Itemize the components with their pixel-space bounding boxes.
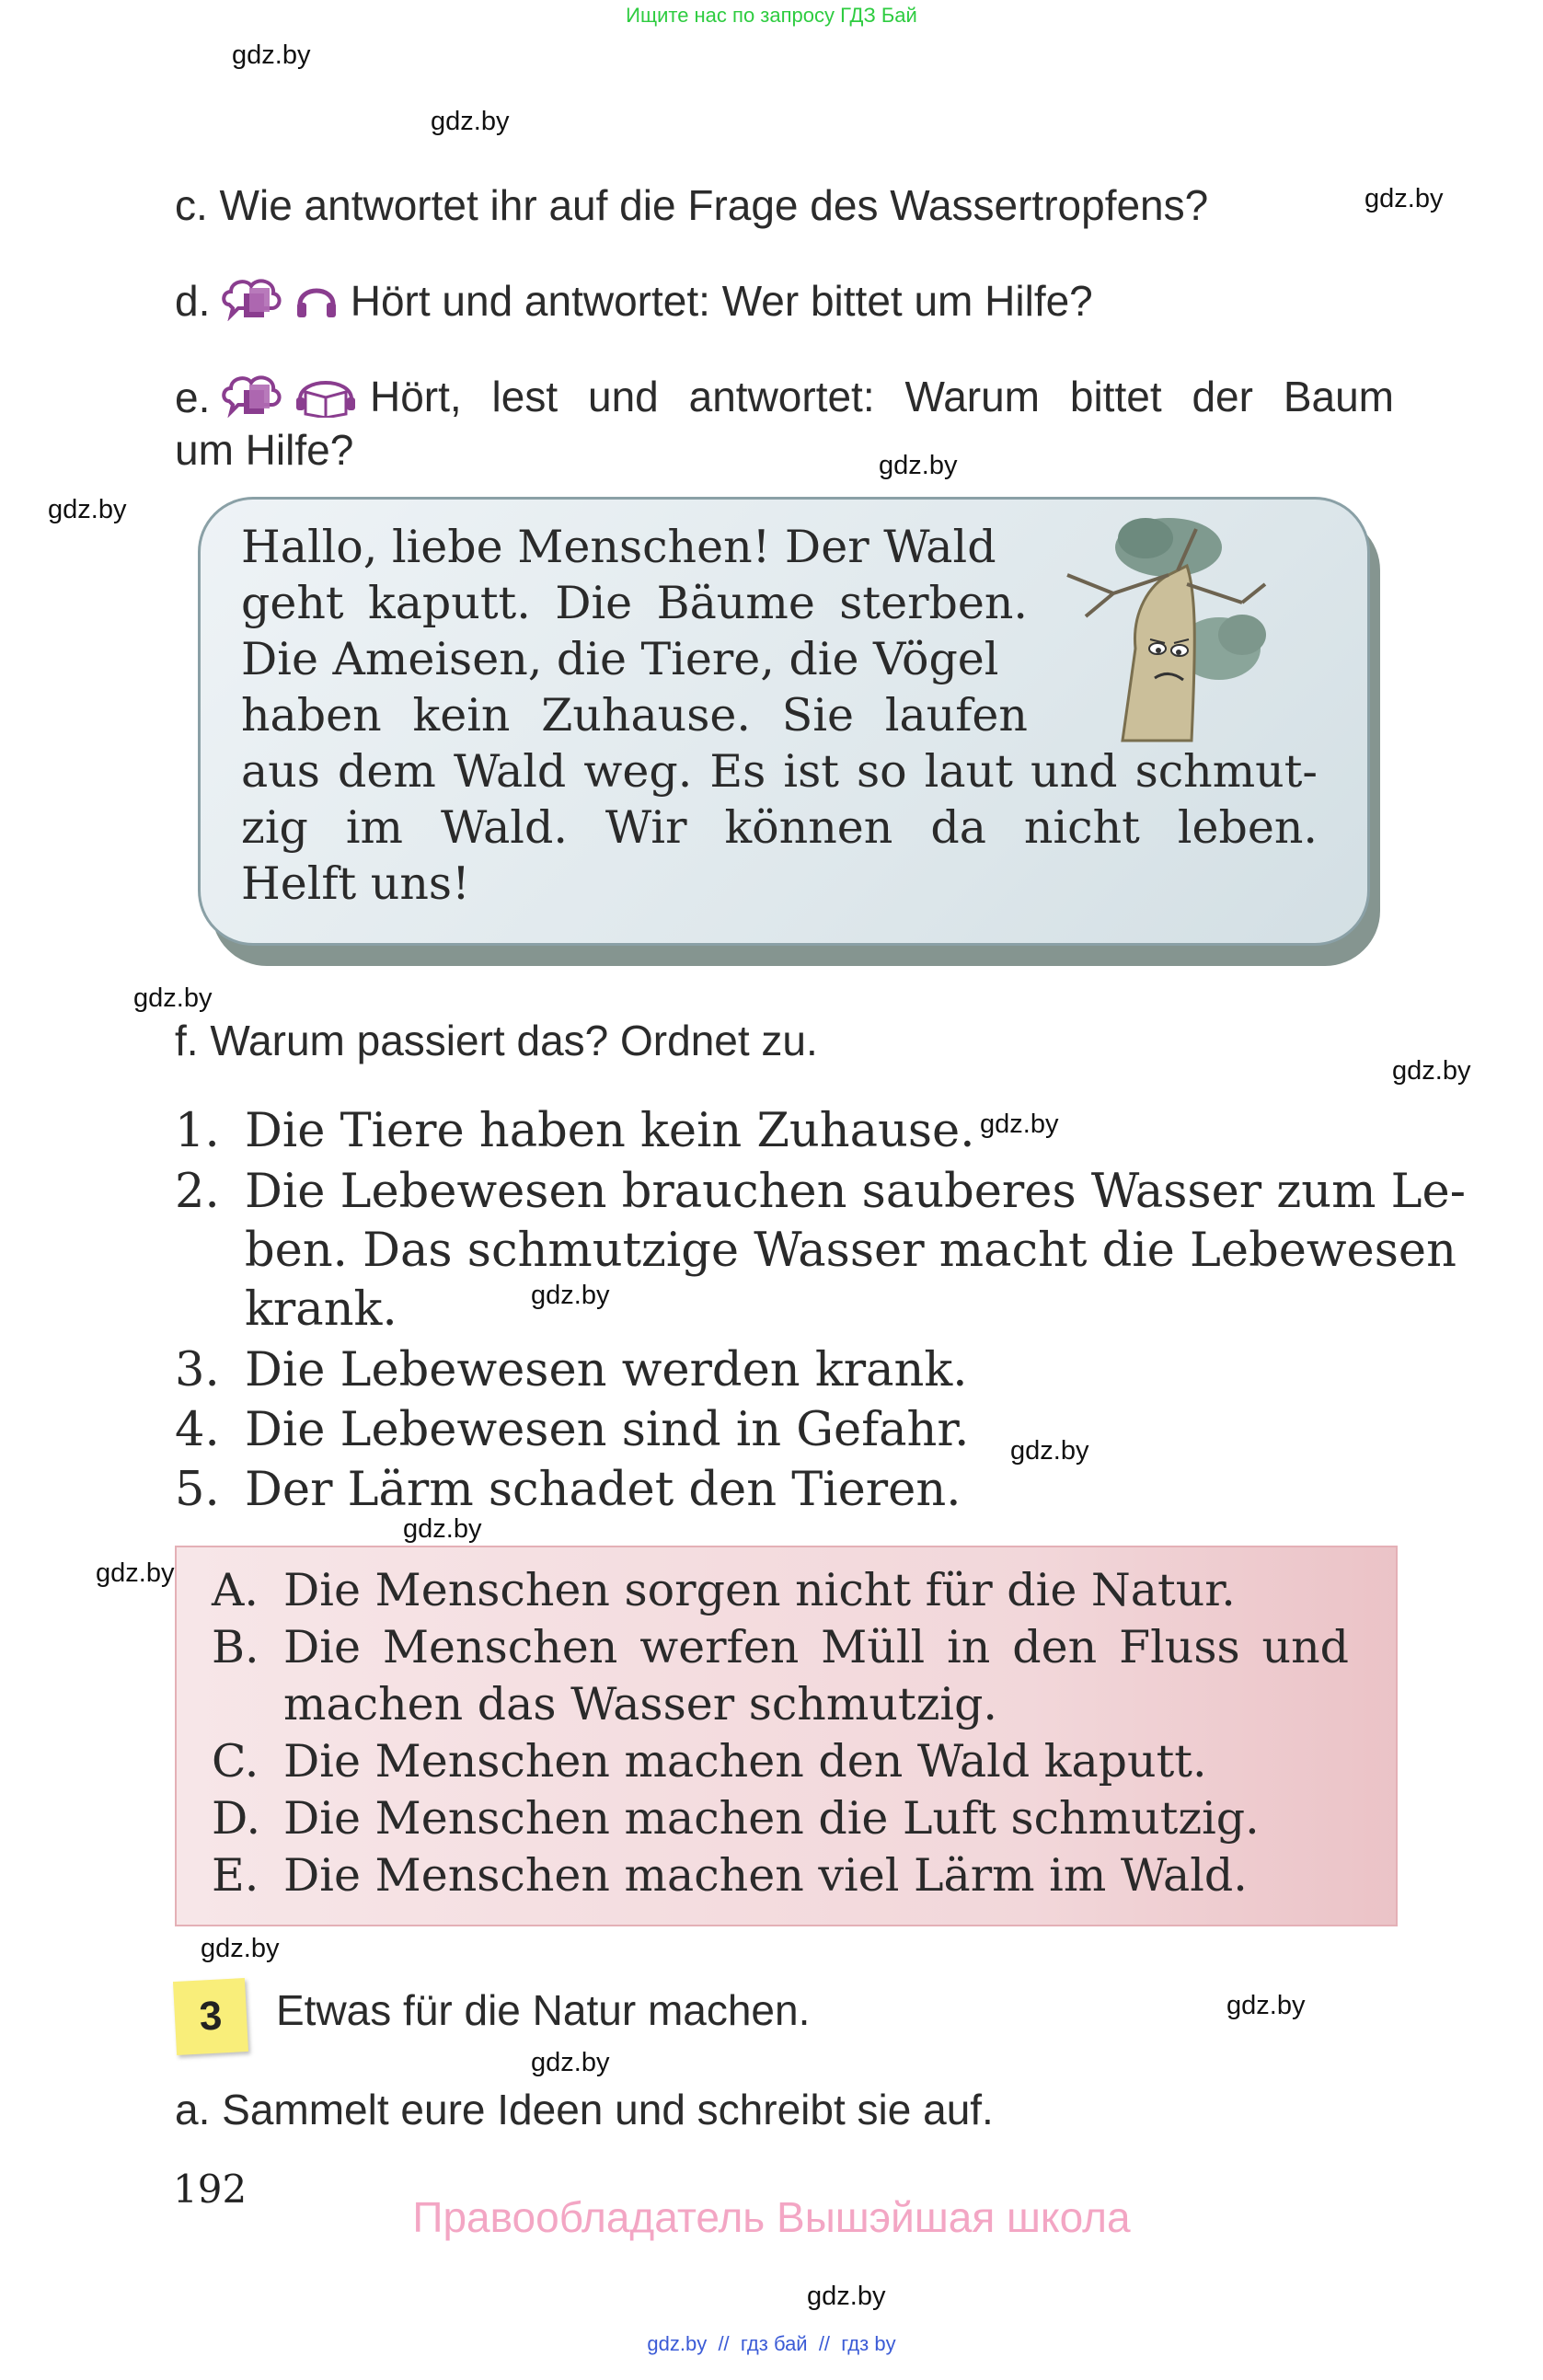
bubble-line: Die Ameisen, die Tiere, die Vögel [241,633,999,685]
watermark: gdz.by [531,2048,610,2077]
watermark: gdz.by [431,107,510,136]
answer-letter: B. [212,1621,259,1673]
task-f: f. Warum passiert das? Ordnet zu. [175,1017,818,1064]
list-text: krank. [245,1282,397,1337]
answer-text: Die Menschen machen viel Lärm im Wald. [283,1849,1248,1902]
answer-text: machen das Wasser schmutzig. [283,1678,998,1730]
task-c: c. Wie antwortet ihr auf die Frage des Wassertropfens? [175,181,1209,229]
bubble-line: Helft uns! [241,857,470,910]
answer-item [212,1735,1207,1788]
answer-text: Die Menschen machen die Luft schmutzig. [283,1792,1260,1845]
page-number: 192 [173,2167,248,2212]
answer-item [212,1564,1236,1616]
watermark: gdz.by [1392,1056,1471,1086]
answer-text: Die Menschen machen den Wald kaputt. [283,1735,1207,1788]
list-text: ben. Das schmutzige Wasser macht die Lebewesen [245,1224,1457,1278]
book-headphones-icon [294,372,357,428]
footer-links[interactable]: gdz.by // гдз бай // гдз by [647,2332,896,2355]
speech-icon [222,277,282,331]
task-e-line1: Hört, lest und antwortet: Warum bittet der Baum [370,373,1394,420]
watermark: gdz.by [1365,184,1444,213]
watermark: gdz.by [531,1281,610,1310]
list-number: 3. [175,1343,220,1397]
watermark: gdz.by [1010,1436,1089,1466]
answer-item [212,1621,1349,1673]
watermark: gdz.by [201,1934,280,1963]
task-d [175,276,1093,331]
exercise-number-badge: 3 [173,1978,248,2055]
list-text: Der Lärm schadet den Tieren. [245,1463,961,1517]
watermark: gdz.by [232,40,311,70]
list-text: Die Lebewesen brauchen sauberes Wasser zum Le- [245,1165,1466,1219]
answer-letter: A. [212,1564,259,1616]
task-e-line2: um Hilfe? [175,426,354,474]
list-number: 5. [175,1463,220,1517]
bubble-line: geht kaputt. Die Bäume sterben. [241,577,1028,629]
task-e-prefix: e. [175,374,211,421]
list-text: Die Lebewesen werden krank. [245,1343,968,1397]
top-banner[interactable]: Ищите нас по запросу ГДЗ Бай [626,4,917,27]
bubble-line: haben kein Zuhause. Sie laufen [241,689,1028,742]
exercise-title: Etwas für die Natur machen. [276,1986,811,2034]
task-d-text: Hört und antwortet: Wer bittet um Hilfe? [350,277,1093,325]
watermark: gdz.by [879,451,958,480]
bubble-line: aus dem Wald weg. Es ist so laut und schmut- [241,745,1318,798]
rights-holder: Правообладатель Вышэйшая школа [412,2193,1131,2241]
answer-item [212,1849,1248,1902]
task-d-prefix: d. [175,277,211,325]
answer-letter: C. [212,1735,259,1788]
headphones-icon [294,277,339,331]
answer-text: Die Menschen werfen Müll in den Fluss und [283,1621,1349,1673]
watermark: gdz.by [96,1558,175,1588]
answer-item [212,1792,1260,1845]
watermark: gdz.by [807,2282,886,2311]
tree-illustration [1058,511,1279,754]
watermark: gdz.by [1226,1991,1306,2020]
list-text: Die Tiere haben kein Zuhause. [245,1104,975,1158]
answer-letter: E. [212,1849,259,1902]
watermark: gdz.by [48,495,127,524]
watermark: gdz.by [980,1110,1059,1139]
exercise-task-a: a. Sammelt eure Ideen und schreibt sie auf. [175,2086,994,2133]
answer-text: Die Menschen sorgen nicht für die Natur. [283,1564,1236,1616]
watermark: gdz.by [133,983,213,1013]
watermark: gdz.by [403,1514,482,1544]
list-number: 2. [175,1165,220,1219]
bubble-line: zig im Wald. Wir können da nicht leben. [241,801,1318,854]
answer-letter: D. [212,1792,261,1845]
speech-icon [222,374,282,428]
list-text: Die Lebewesen sind in Gefahr. [245,1403,970,1457]
bubble-line: Hallo, liebe Menschen! Der Wald [241,521,996,573]
list-number: 4. [175,1403,220,1457]
list-number: 1. [175,1104,220,1158]
